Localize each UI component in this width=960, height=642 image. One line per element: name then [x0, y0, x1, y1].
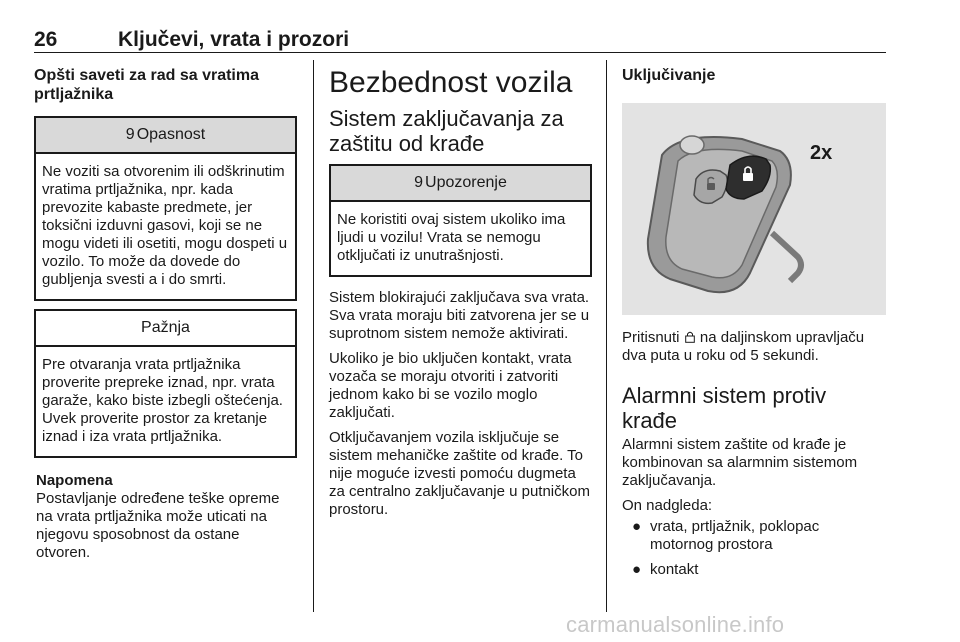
danger-text: Ne voziti sa otvorenim ili odškrinutim vratima prtljažnika, npr. kada prevozite kabaste predmete, jer toksični izduvni gasovi, koji se ne mogu videti ili osetiti, mogu dospeti u vozilo. To može da dovede do gubljenja svesti a i do smrti. — [42, 163, 288, 288]
note-label: Napomena — [36, 472, 113, 489]
column-divider — [313, 60, 314, 612]
danger-box-header — [36, 118, 295, 154]
subsection-heading: Alarmni sistem protiv krađe — [622, 383, 827, 433]
column-left — [34, 66, 297, 562]
list-item: ● kontakt — [632, 561, 699, 578]
press-count-label: 2x — [810, 142, 833, 164]
subsection-heading: Sistem zaključavanja za zaštitu od krađe — [329, 106, 564, 156]
section-heading: Bezbednost vozila — [329, 66, 573, 99]
paragraph: Sistem blokirajući zaključava sva vrata. Sva vrata moraju biti zatvorena jer se u suprotnom sistem nemože aktivirati. — [329, 289, 590, 342]
caution-text: Pre otvaranja vrata prtljažnika proverite prepreke iznad, npr. vrata garaže, kako biste izbegli oštećenja. Uvek proverite prostor za kretanje iznad i iza vrata prtljažnika. — [42, 356, 283, 445]
note-text: Postavljanje određene teške opreme na vrata prtljažnika može uticati na njegovu sposobnost da ostane otvoren. — [36, 490, 280, 561]
instruction-text — [622, 329, 886, 365]
list-intro: On nadgleda: — [622, 497, 713, 514]
warning-box-header — [331, 166, 590, 202]
column-divider — [606, 60, 607, 612]
list-item: ● vrata, prtljažnik, poklopac motornog prostora — [632, 518, 820, 553]
caution-box — [34, 309, 297, 458]
subsection-title: Uključivanje — [622, 67, 716, 84]
column-middle — [329, 66, 592, 519]
lock-icon — [685, 331, 695, 343]
instruction-after: na daljinskom upravljaču dva puta u roku od 5 sekundi. — [622, 329, 865, 364]
section-title: Opšti saveti za rad sa vratima prtljažnika — [34, 67, 259, 103]
column-right — [622, 66, 886, 579]
note — [34, 472, 297, 562]
bullet-list — [622, 518, 886, 579]
chapter-title: Ključevi, vrata i prozori — [118, 28, 350, 51]
key-fob-figure — [622, 103, 886, 315]
paragraph: Alarmni sistem zaštite od krađe je kombinovan sa alarmnim sistemom zaključavanja. — [622, 436, 858, 489]
watermark: carmanualsonline.info — [566, 612, 785, 637]
warning-label: Upozorenje — [425, 174, 507, 191]
warning-icon: 9 — [414, 174, 424, 191]
caution-box-header: Pažnja — [36, 311, 295, 347]
instruction-before: Pritisnuti — [622, 329, 680, 346]
paragraph: Ukoliko je bio uključen kontakt, vrata vozača se moraju otvoriti i zatvoriti jednom kako bi se vozilo moglo zaključati. — [329, 350, 572, 421]
danger-label: Opasnost — [136, 126, 206, 143]
header-divider — [34, 52, 886, 53]
paragraph: Otključavanjem vozila isključuje se sistem mehaničke zaštite od krađe. To nije moguće izvesti pomoću dugmeta za centralno zaključavanje u putničkom prostoru. — [329, 429, 590, 518]
warning-text: Ne koristiti ovaj sistem ukoliko ima ljudi u vozilu! Vrata se nemogu otključati iz unutrašnjosti. — [337, 211, 566, 264]
warning-box — [329, 164, 592, 277]
page-number: 26 — [34, 28, 58, 51]
warning-icon: 9 — [125, 126, 135, 143]
danger-box — [34, 116, 297, 301]
page-header — [34, 28, 886, 54]
